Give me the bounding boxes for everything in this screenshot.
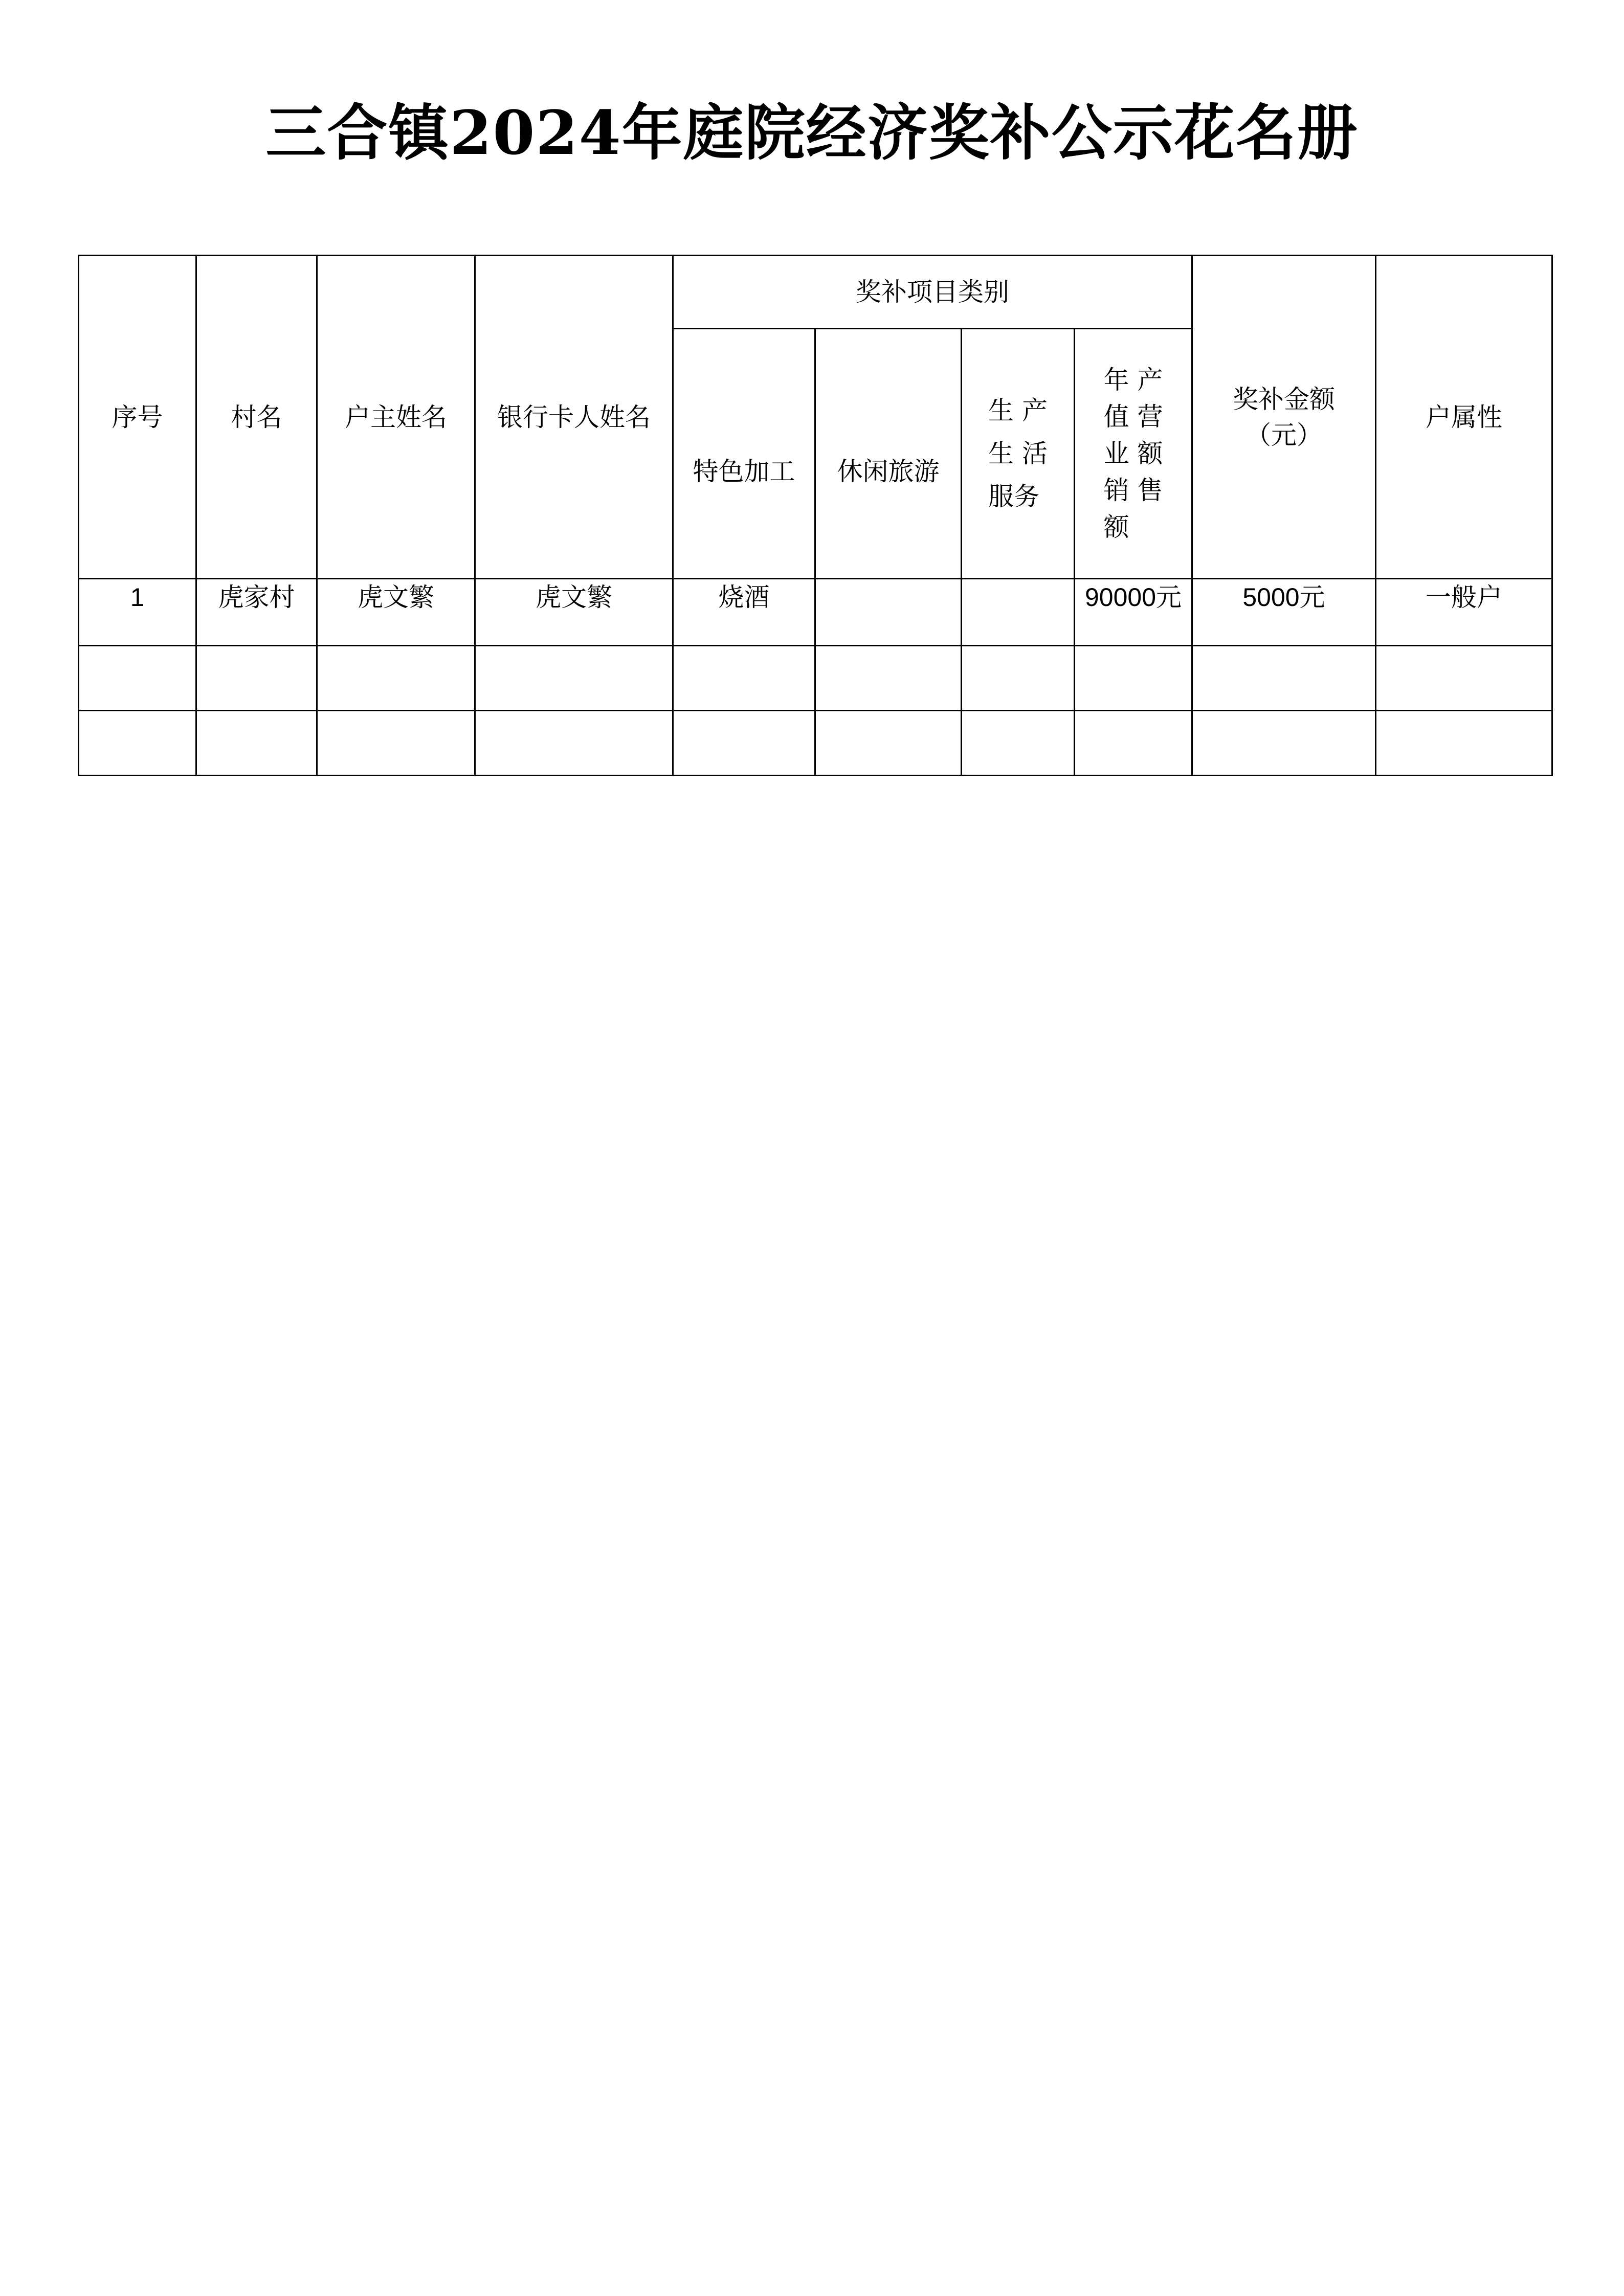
header-annual-output-line1: 年 产 (1103, 365, 1163, 395)
cell-subsidy-amount: 5000元 (1192, 579, 1376, 646)
empty-cell (815, 646, 962, 711)
empty-cell (1192, 711, 1376, 776)
empty-cell (317, 646, 475, 711)
table-row-empty (79, 646, 1552, 711)
cell-leisure-tourism (815, 579, 962, 646)
cell-seq: 1 (79, 579, 196, 646)
header-household-type: 户属性 (1376, 256, 1552, 579)
header-cardholder: 银行卡人姓名 (475, 256, 673, 579)
cell-householder: 虎文繁 (317, 579, 475, 646)
empty-cell (196, 711, 317, 776)
cell-special-processing: 烧酒 (673, 579, 815, 646)
empty-cell (79, 646, 196, 711)
table-row (79, 579, 1552, 646)
empty-cell (79, 711, 196, 776)
cell-cardholder: 虎文繁 (475, 579, 673, 646)
empty-cell (317, 711, 475, 776)
empty-cell (1376, 646, 1552, 711)
empty-cell (196, 646, 317, 711)
header-householder: 户主姓名 (317, 256, 475, 579)
header-production-services-line1: 生 产 (988, 396, 1048, 425)
header-production-services (962, 329, 1075, 579)
empty-cell (1376, 711, 1552, 776)
header-annual-output-line2: 值 营 (1103, 402, 1163, 432)
page-title: 三合镇2024年庭院经济奖补公示花名册 (265, 97, 1359, 168)
empty-cell (1192, 646, 1376, 711)
header-special-processing: 特色加工 (673, 329, 815, 579)
subsidy-roster-table (78, 255, 1553, 776)
empty-cell (962, 711, 1075, 776)
empty-cell (962, 646, 1075, 711)
empty-cell (475, 646, 673, 711)
header-category-group: 奖补项目类别 (673, 256, 1192, 329)
empty-cell (815, 711, 962, 776)
empty-cell (1075, 711, 1192, 776)
empty-cell (673, 711, 815, 776)
header-subsidy-amount-line1: 奖补金额 (1233, 384, 1335, 414)
header-village: 村名 (196, 256, 317, 579)
empty-cell (1075, 646, 1192, 711)
cell-village: 虎家村 (196, 579, 317, 646)
cell-production-services (962, 579, 1075, 646)
header-subsidy-amount-line2: （元） (1245, 420, 1322, 450)
cell-annual-output: 90000元 (1075, 579, 1192, 646)
table-row-empty (79, 711, 1552, 776)
header-subsidy-amount (1192, 256, 1376, 579)
header-production-services-line3: 服务 (988, 482, 1040, 511)
empty-cell (673, 646, 815, 711)
header-row-top (79, 256, 1552, 329)
header-production-services-line2: 生 活 (988, 439, 1048, 468)
header-leisure-tourism: 休闲旅游 (815, 329, 962, 579)
header-annual-output (1075, 329, 1192, 579)
header-annual-output-line3: 业 额 (1103, 439, 1163, 468)
header-annual-output-line4: 销 售 (1103, 476, 1163, 505)
header-annual-output-line5: 额 (1103, 512, 1129, 542)
header-seq: 序号 (79, 256, 196, 579)
cell-household-type: 一般户 (1376, 579, 1552, 646)
empty-cell (475, 711, 673, 776)
